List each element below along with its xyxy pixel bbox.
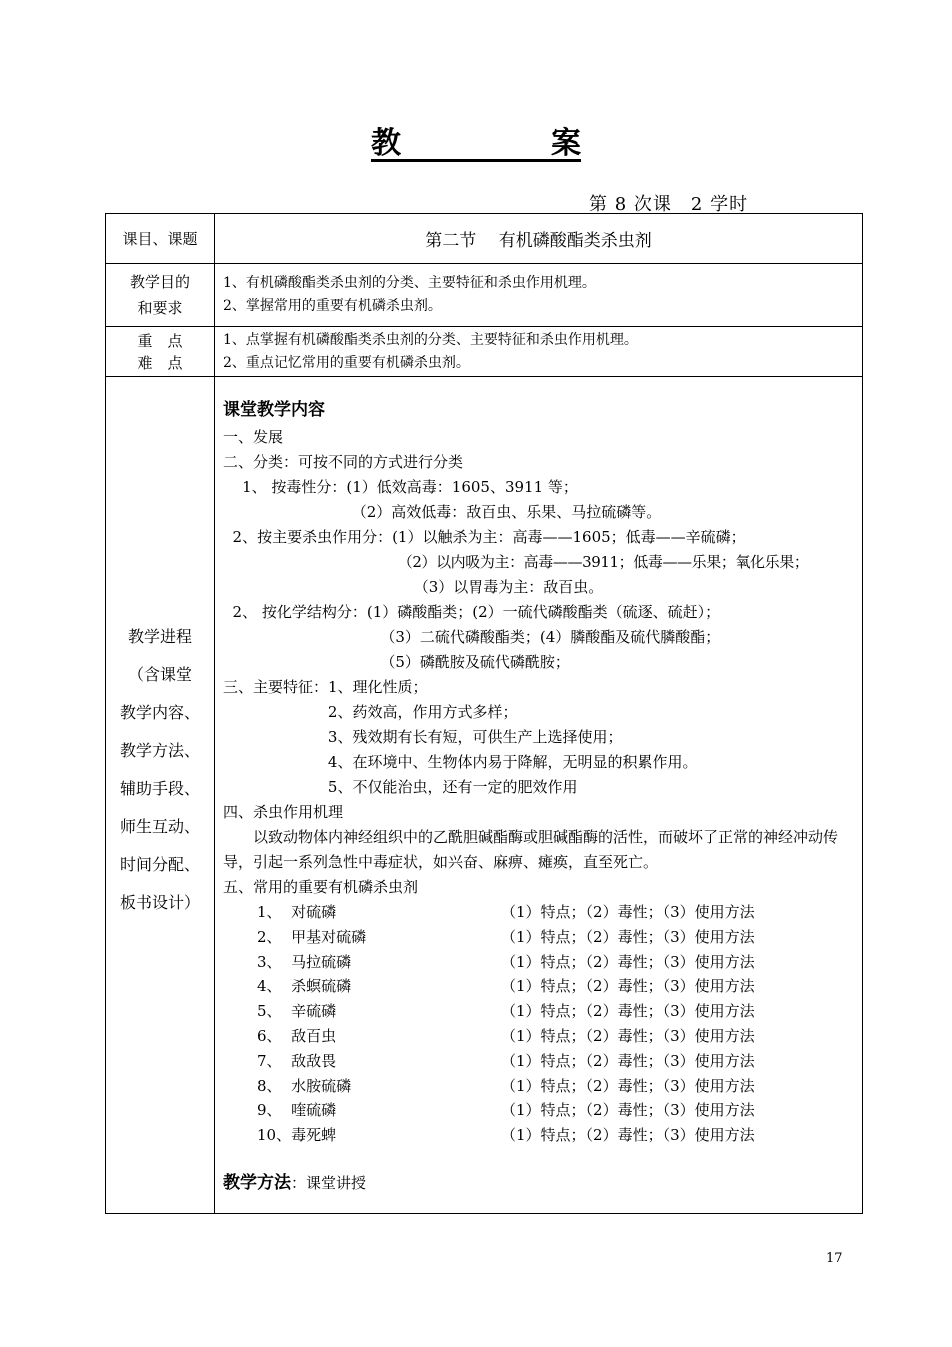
- content-line: （3）二硫代磷酸酯类；(4）膦酸酯及硫代膦酸酯；: [223, 628, 721, 646]
- pesticide-desc: （1）特点；（2）毒性；（3）使用方法: [501, 1101, 755, 1120]
- pesticide-name: 8、 水胺硫磷: [257, 1076, 352, 1095]
- content-line: 4、在环境中、生物体内易于降解，无明显的积累作用。: [223, 753, 698, 771]
- teaching-method-value: ：课堂讲授: [291, 1173, 367, 1192]
- key-item: 1、点掌握有机磷酸酯类杀虫剂的分类、主要特征和杀虫作用机理。: [223, 331, 638, 348]
- pesticide-row: [223, 1024, 856, 1049]
- keys-label-line2: 难 点: [137, 353, 183, 372]
- pesticide-desc: （1）特点；（2）毒性；（3）使用方法: [501, 1126, 755, 1145]
- pesticide-name: 10、毒死蜱: [257, 1126, 337, 1145]
- pesticide-row: [223, 999, 856, 1024]
- goals-label-line1: 教学目的: [129, 273, 190, 291]
- process-label-line: 教学方法、: [119, 741, 200, 760]
- goal-item: 1、有机磷酸酯类杀虫剂的分类、主要特征和杀虫作用机理。: [223, 275, 596, 291]
- content-line: （5）磷酰胺及硫代磷酰胺；: [223, 653, 570, 671]
- goals-label: [106, 264, 215, 327]
- pesticide-row: [223, 1098, 856, 1123]
- pesticide-desc: （1）特点；（2）毒性；（3）使用方法: [501, 1076, 755, 1095]
- content-line: 二、分类：可按不同的方式进行分类: [223, 453, 464, 471]
- pesticide-row: [223, 1123, 856, 1148]
- goals-label-line2: 和要求: [137, 299, 183, 317]
- keys-row: [106, 327, 863, 377]
- pesticide-desc: （1）特点；（2）毒性；（3）使用方法: [501, 1002, 755, 1021]
- goal-item: 2、掌握常用的重要有机磷杀虫剂。: [223, 298, 442, 314]
- process-label-line: 时间分配、: [119, 855, 200, 874]
- topic-label: 课目、课题: [106, 214, 215, 264]
- process-label-line: （含课堂: [127, 665, 192, 684]
- pesticide-name: 4、 杀螟硫磷: [257, 977, 352, 996]
- pesticide-name: 3、 马拉硫磷: [257, 952, 352, 971]
- process-label-line: 板书设计）: [119, 893, 200, 912]
- pesticide-desc: （1）特点；（2）毒性；（3）使用方法: [501, 927, 755, 946]
- pesticide-name: 6、 敌百虫: [257, 1026, 337, 1045]
- process-row: [106, 377, 863, 1214]
- process-label: [106, 377, 215, 1214]
- content-line: 三、主要特征：1、理化性质；: [223, 678, 428, 696]
- process-label-line: 教学内容、: [119, 703, 200, 722]
- key-item: 2、重点记忆常用的重要有机磷杀虫剂。: [223, 354, 470, 371]
- pesticide-name: 7、 敌敌畏: [257, 1051, 337, 1070]
- process-label-line: 教学进程: [127, 627, 192, 646]
- content-line: 2、 按化学结构分：(1）磷酸酯类；(2）一硫代磷酸酯类（硫逐、硫赶）；: [223, 603, 721, 621]
- teaching-method: [223, 1170, 856, 1196]
- content-line: （2）以内吸为主：高毒——3911；低毒——乐果；氧化乐果；: [223, 553, 809, 571]
- mechanism-paragraph: 以致动物体内神经组织中的乙酰胆碱酯酶或胆碱酯酶的活性，而破坏了正常的神经冲动传导，引起一系列急性中毒症状，如兴奋、麻痹、瘫痪，直至死亡。: [223, 828, 839, 871]
- document-title: 教 案: [371, 126, 581, 161]
- goals-value: [215, 264, 863, 327]
- content-line: 3、残效期有长有短，可供生产上选择使用；: [223, 728, 623, 746]
- section5-heading: 五、常用的重要有机磷杀虫剂: [223, 878, 419, 896]
- pesticide-row: [223, 950, 856, 975]
- pesticide-row: [223, 1074, 856, 1099]
- process-label-line: 辅助手段、: [119, 779, 200, 798]
- content-cell: [215, 377, 863, 1214]
- pesticide-desc: （1）特点；（2）毒性；（3）使用方法: [501, 903, 755, 921]
- content-line: （3）以胃毒为主：敌百虫。: [223, 578, 604, 596]
- teaching-method-label: 教学方法: [223, 1172, 291, 1193]
- topic-value: 第二节 有机磷酸酯类杀虫剂: [215, 214, 863, 264]
- pesticide-row: [223, 900, 856, 925]
- content-line: 1、 按毒性分：(1）低效高毒：1605、3911 等；: [223, 478, 578, 496]
- pesticide-name: 1、 对硫磷: [257, 903, 337, 921]
- keys-label-line1: 重 点: [137, 331, 183, 350]
- pesticide-row: [223, 974, 856, 999]
- page-number: 17: [826, 1251, 843, 1266]
- content-line: 2、药效高，作用方式多样；: [223, 703, 518, 721]
- pesticide-name: 9、 喹硫磷: [257, 1101, 337, 1120]
- content-line: （2）高效低毒：敌百虫、乐果、马拉硫磷等。: [223, 503, 662, 521]
- pesticide-desc: （1）特点；（2）毒性；（3）使用方法: [501, 1051, 755, 1070]
- keys-label: [106, 327, 215, 377]
- content-line: 5、不仅能治虫，还有一定的肥效作用: [223, 778, 578, 796]
- content-line: 一、发展: [223, 428, 284, 446]
- pesticide-name: 5、 辛硫磷: [257, 1002, 337, 1021]
- pesticide-name: 2、 甲基对硫磷: [257, 927, 367, 946]
- keys-value: [215, 327, 863, 377]
- process-label-line: 师生互动、: [119, 817, 200, 836]
- content-heading: 课堂教学内容: [223, 400, 325, 420]
- pesticide-desc: （1）特点；（2）毒性；（3）使用方法: [501, 952, 755, 971]
- content-line: 2、按主要杀虫作用分：(1）以触杀为主：高毒——1605；低毒——辛硫磷；: [223, 528, 746, 546]
- content-line: 四、杀虫作用机理: [223, 803, 344, 821]
- goals-row: [106, 264, 863, 327]
- pesticide-desc: （1）特点；（2）毒性；（3）使用方法: [501, 977, 755, 996]
- lesson-plan-table: [105, 213, 863, 1214]
- topic-row: [106, 214, 863, 264]
- pesticide-desc: （1）特点；（2）毒性；（3）使用方法: [501, 1026, 755, 1045]
- pesticide-row: [223, 1049, 856, 1074]
- pesticide-row: [223, 925, 856, 950]
- lesson-info: 第 8 次课 2 学时: [589, 194, 749, 215]
